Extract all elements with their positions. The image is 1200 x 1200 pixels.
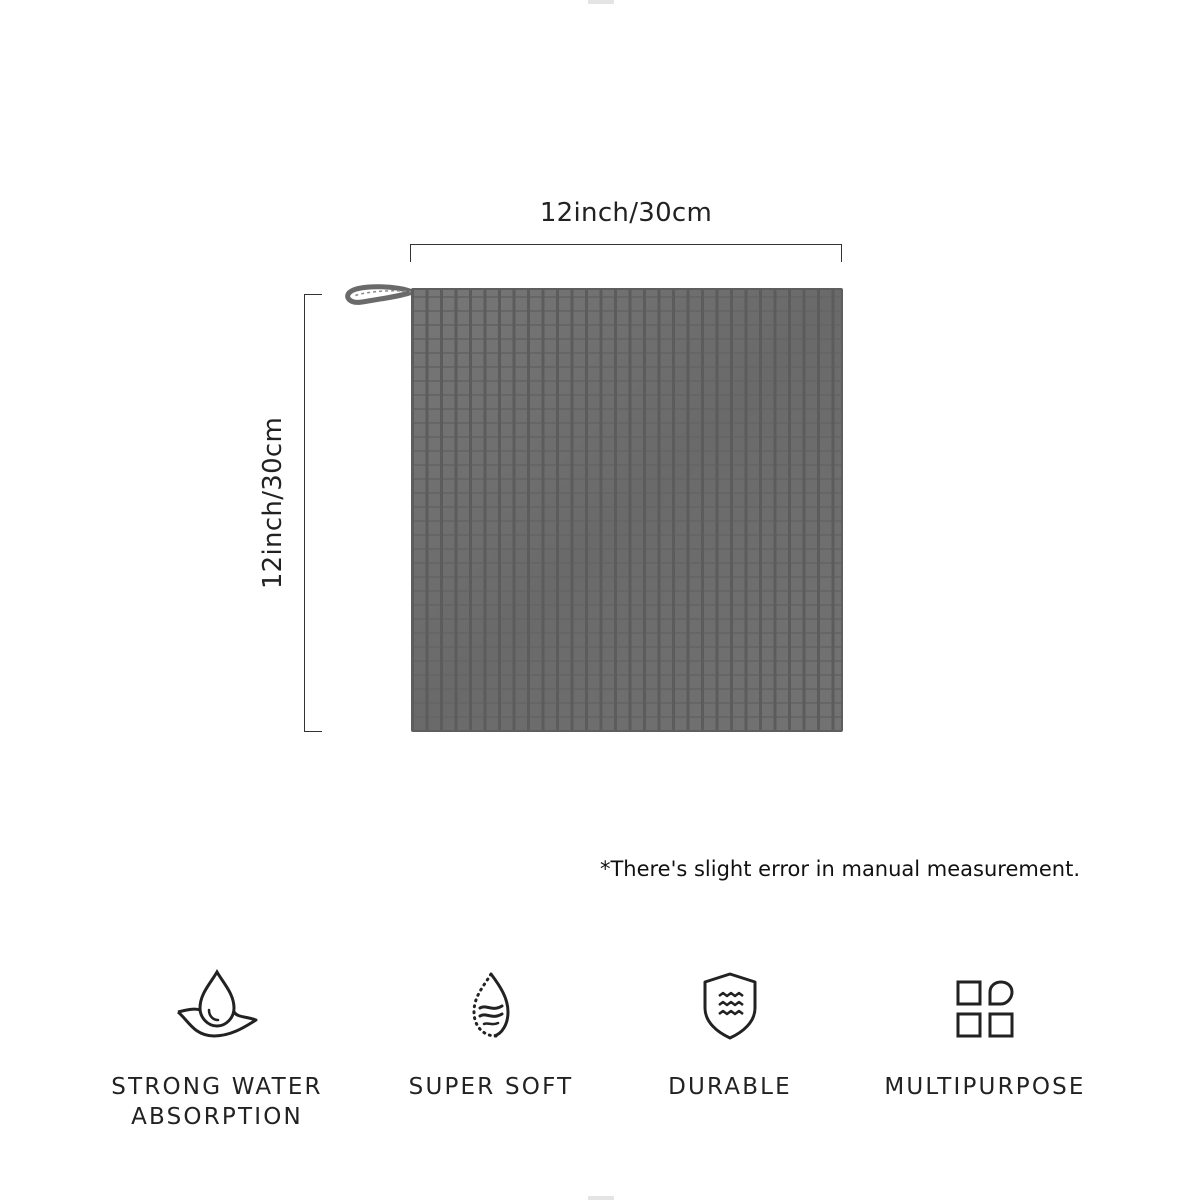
feature-label-line1: DURABLE	[668, 1074, 792, 1100]
waffle-towel-image	[411, 288, 843, 732]
shield-icon	[685, 968, 775, 1042]
soft-drop-icon	[446, 968, 536, 1042]
height-dimension-label: 12inch/30cm	[258, 416, 288, 590]
feature-label-line2: ABSORPTION	[131, 1104, 303, 1130]
height-dimension-line	[304, 294, 322, 732]
water-drop-icon	[172, 968, 262, 1042]
feature-label-line1: MULTIPURPOSE	[884, 1074, 1086, 1100]
top-edge-mark	[588, 0, 614, 4]
feature-super-soft	[361, 968, 621, 1102]
measurement-note: *There's slight error in manual measurement.	[599, 857, 1080, 881]
feature-durable	[600, 968, 860, 1102]
grid-shapes-icon	[940, 968, 1030, 1042]
feature-multipurpose	[855, 968, 1115, 1102]
width-dimension-label: 12inch/30cm	[539, 198, 713, 228]
feature-label-line1: SUPER SOFT	[408, 1074, 574, 1100]
feature-water-absorption	[87, 968, 347, 1132]
bottom-edge-mark	[588, 1196, 614, 1200]
width-dimension-line	[410, 244, 842, 262]
feature-label-line1: STRONG WATER	[111, 1074, 323, 1100]
